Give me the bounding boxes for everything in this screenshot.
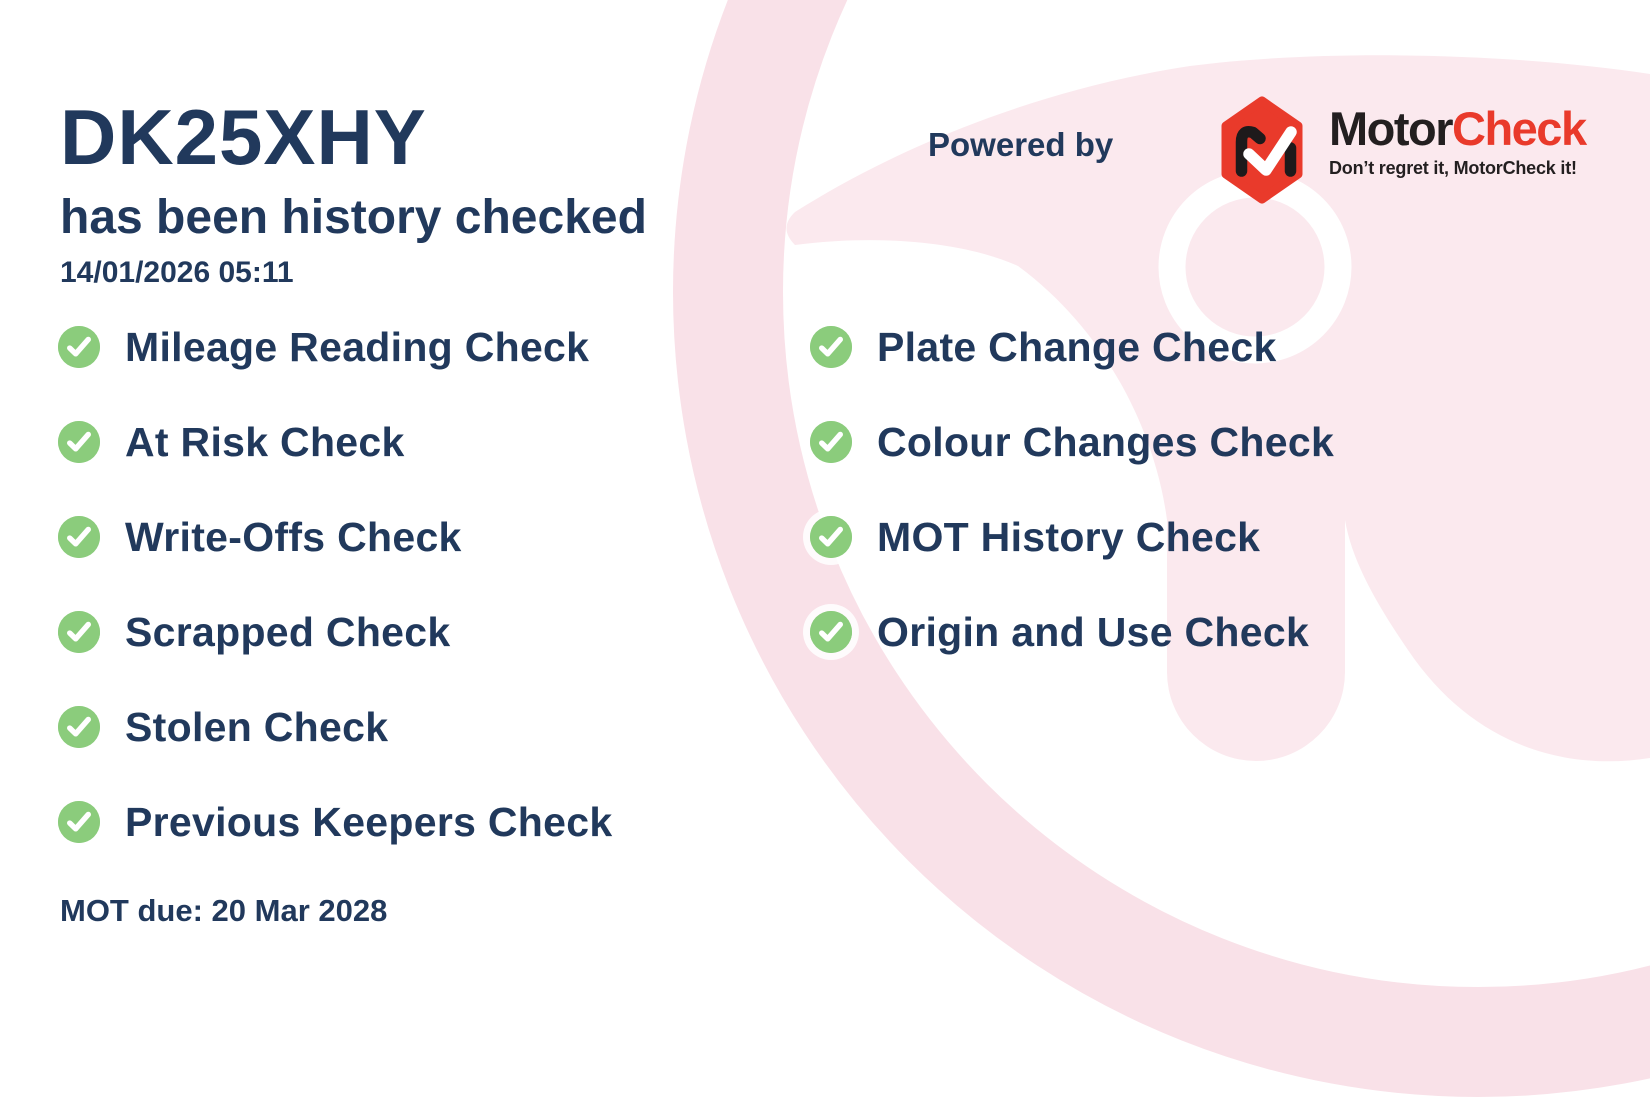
green-check-circle-icon xyxy=(810,421,852,463)
green-check-circle-icon xyxy=(810,611,852,653)
page-title: has been history checked xyxy=(60,191,647,244)
check-item-label: Scrapped Check xyxy=(125,608,451,655)
check-item-label: Write-Offs Check xyxy=(125,513,462,560)
vehicle-registration: DK25XHY xyxy=(60,93,427,181)
green-check-circle-icon xyxy=(58,421,100,463)
check-list-item xyxy=(58,608,612,655)
check-list-item xyxy=(58,703,612,750)
check-item-label: Stolen Check xyxy=(125,703,389,750)
brand-tagline: Don’t regret it, MotorCheck it! xyxy=(1329,158,1577,178)
green-check-circle-icon xyxy=(58,611,100,653)
check-item-label: MOT History Check xyxy=(877,513,1261,560)
check-item-label: Colour Changes Check xyxy=(877,418,1335,465)
check-item-label: Previous Keepers Check xyxy=(125,798,613,845)
check-list-item xyxy=(810,513,1334,560)
brand-wordmark xyxy=(1329,102,1586,179)
green-check-circle-icon xyxy=(810,326,852,368)
check-list-item xyxy=(810,323,1334,370)
green-check-circle-icon xyxy=(58,801,100,843)
powered-by-label: Powered by xyxy=(928,126,1114,163)
green-check-circle-icon xyxy=(810,516,852,558)
check-list-item xyxy=(58,798,613,845)
check-item-label: Mileage Reading Check xyxy=(125,323,590,370)
mot-due-text: MOT due: 20 Mar 2028 xyxy=(60,893,388,928)
check-list-item xyxy=(58,513,612,560)
green-check-circle-icon xyxy=(58,516,100,558)
check-item-label: Origin and Use Check xyxy=(877,608,1310,655)
check-timestamp: 14/01/2026 05:11 xyxy=(60,256,294,289)
brand-name-motor: Motor xyxy=(1329,102,1453,155)
green-check-circle-icon xyxy=(58,326,100,368)
check-item-label: At Risk Check xyxy=(125,418,405,465)
motorcheck-hexagon-icon xyxy=(1221,96,1303,204)
headline-block xyxy=(60,93,647,289)
check-list-item xyxy=(810,418,1335,465)
green-check-circle-icon xyxy=(58,706,100,748)
check-list-item xyxy=(58,323,612,370)
brand-name-check: Check xyxy=(1452,102,1586,155)
checklist-left-column xyxy=(58,323,613,896)
checklist-right-column xyxy=(810,323,1335,706)
check-list-item xyxy=(810,608,1334,655)
check-item-label: Plate Change Check xyxy=(877,323,1277,370)
check-list-item xyxy=(58,418,612,465)
brand-name xyxy=(1329,102,1586,155)
